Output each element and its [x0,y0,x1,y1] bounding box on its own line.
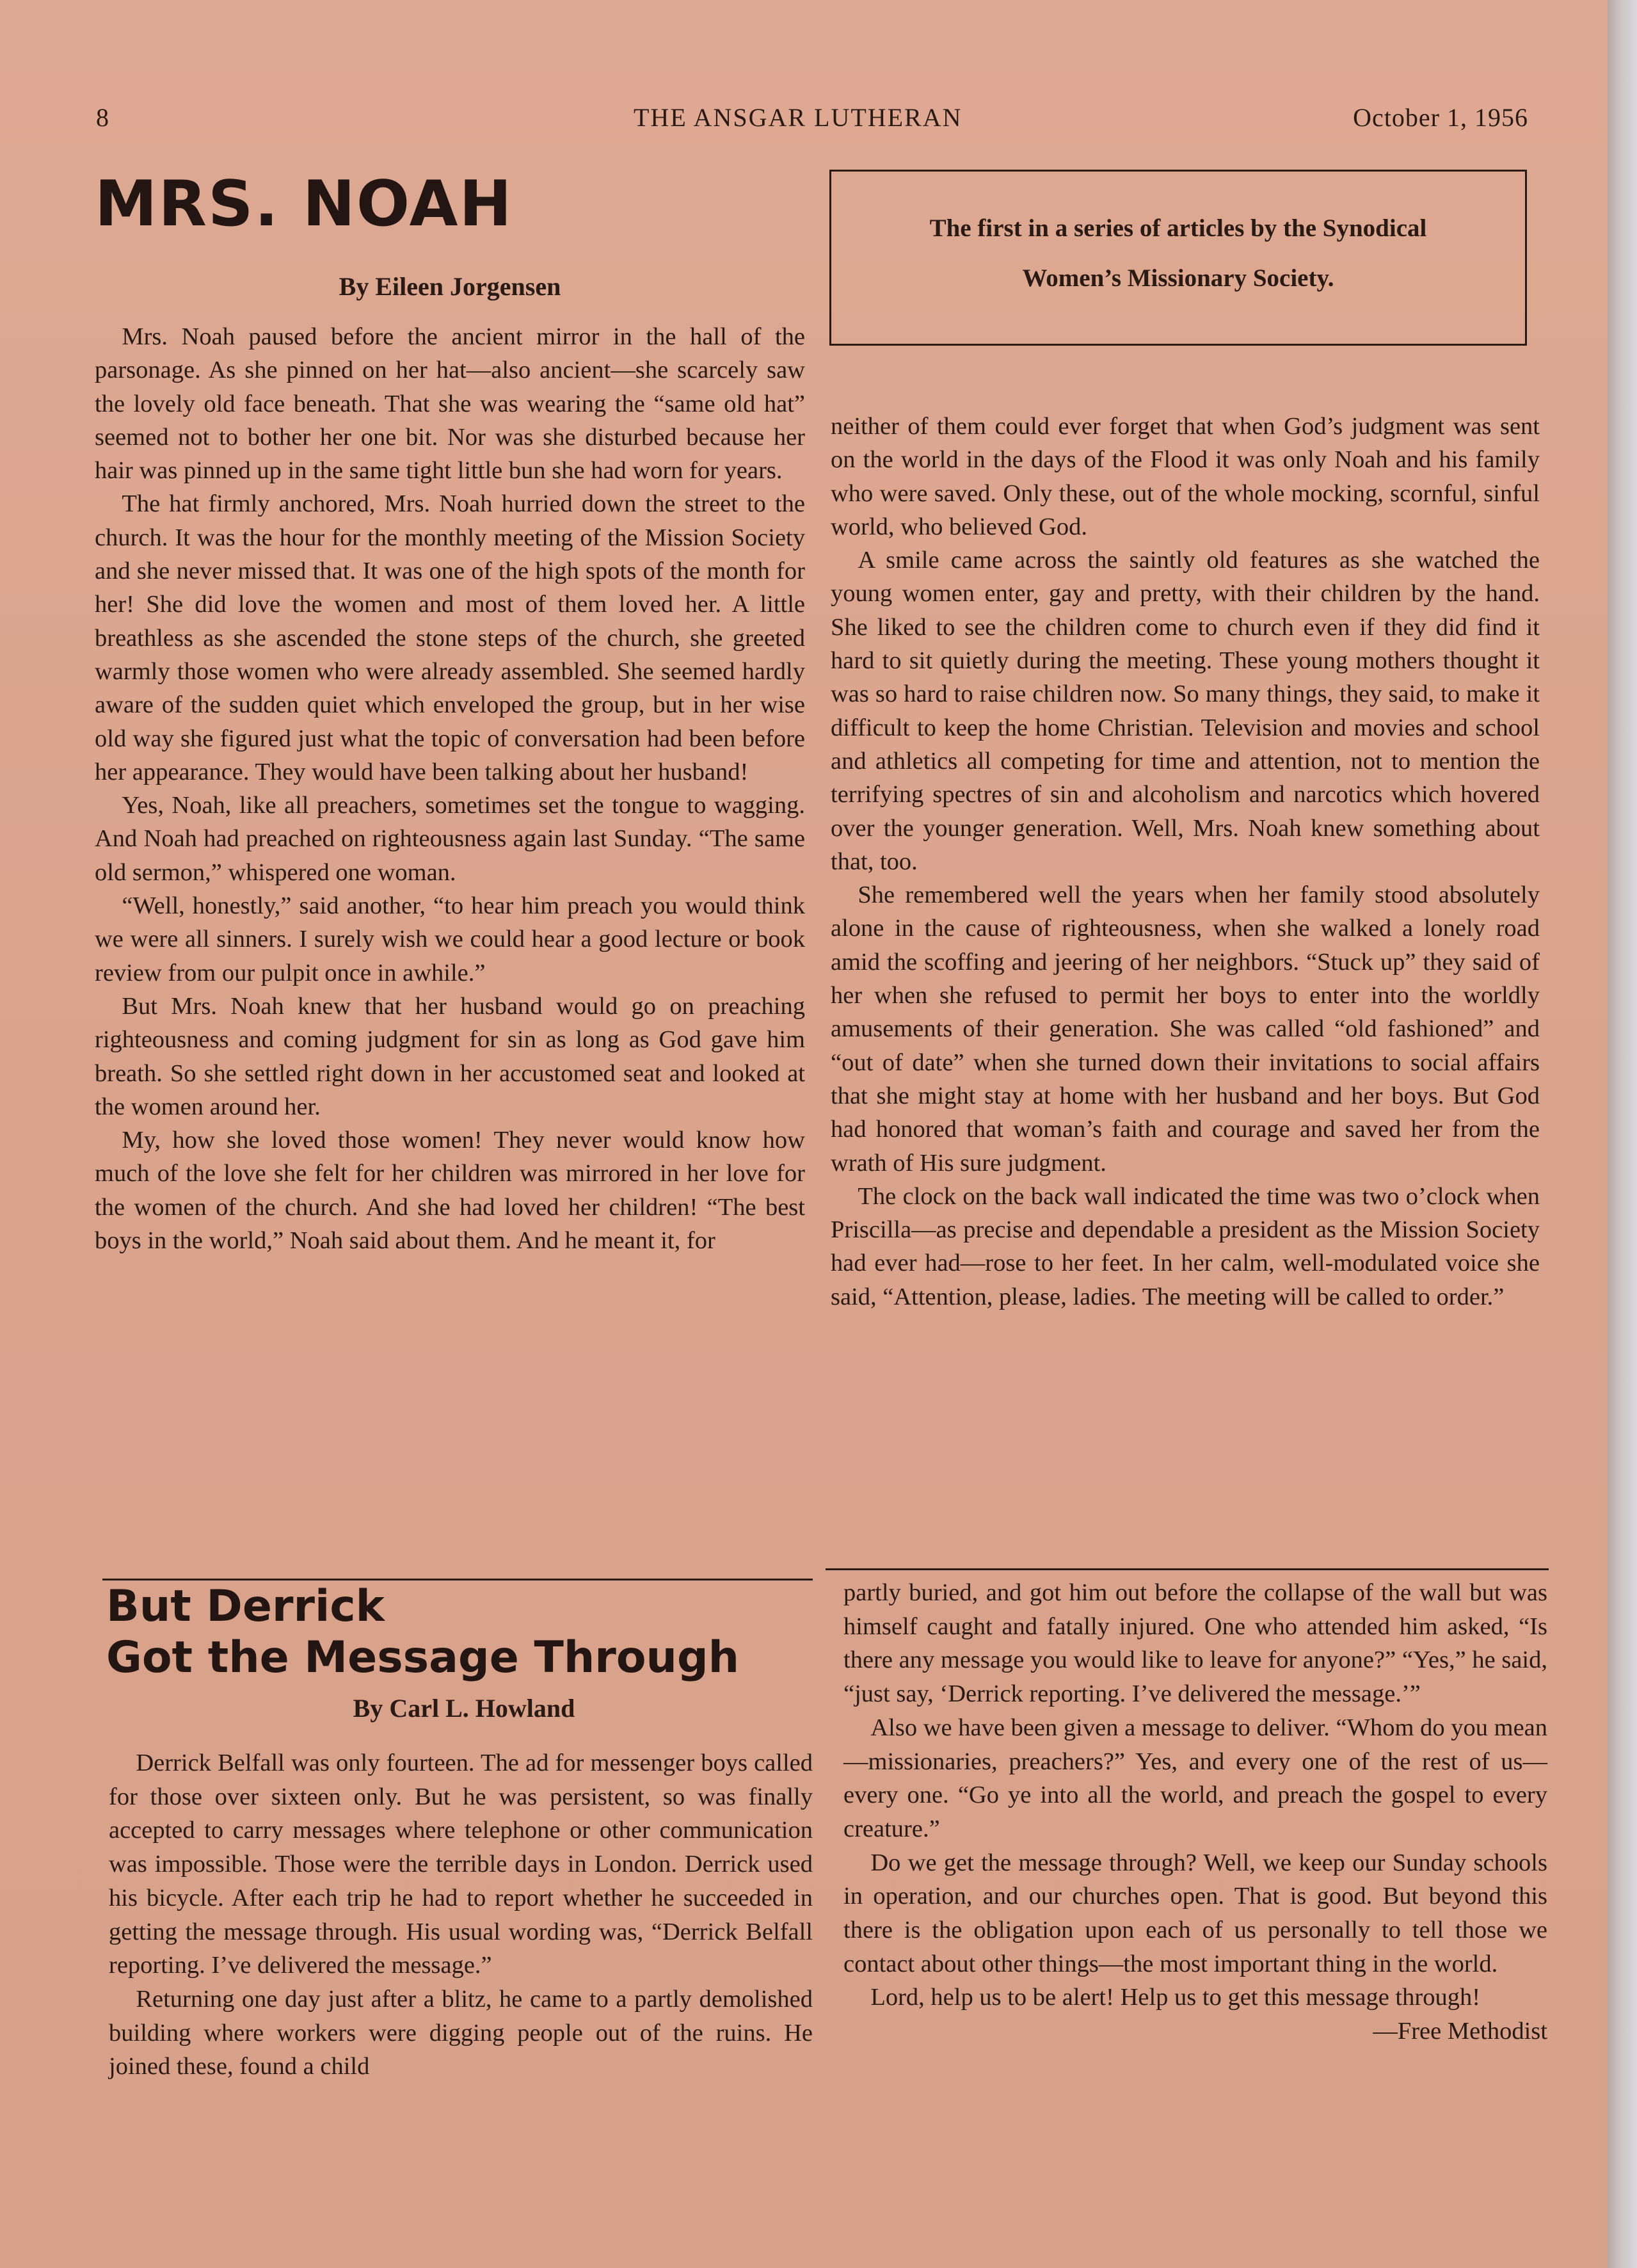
paragraph: Also we have been given a message to deliver. “Whom do you mean—missionaries, preachers?” Yes, and every one of the rest of us—every one. “Go ye into all the world, and preach the gospel to every creature.” [843,1714,1547,1842]
source-attribution: —Free Methodist [1373,2018,1547,2045]
paragraph: Returning one day just after a blitz, he came to a partly demolished building where workers were digging people out of the ruins. He joined these, found a child [109,1985,813,2080]
paragraph-continued: partly buried, and got him out before the collapse of the wall but was himself caught and fatally injured. One who attended him asked, “Is there any message you would like to leave for anyone?” “Yes,” he said, “just say, ‘Derrick reporting. I’ve delivered the message.’” [843,1579,1547,1708]
paragraph: Mrs. Noah paused before the ancient mirror in the hall of the parsonage. As she pinned on her hat—also ancient—she scarcely saw the lovely old face beneath. That she was wearing the “same old hat” seemed not to bother her one bit. Nor was she disturbed because her hair was pinned up in the same tight little bun she had worn for years. [95,323,805,485]
paragraph: A smile came across the saintly old features as she watched the young women enter, gay and pretty, with their children by the hand. She liked to see the children come to church even if they did find it hard to sit quietly during the meeting. These young mothers thought it was so hard to raise children now. So many things, they said, to make it difficult to keep the home Christian. Television and movies and school and athletics all competing for time and attention, not to mention the terrifying spectres of sin and alcoholism and narcotics which hovered over the younger generation. Well, Mrs. Noah knew something about that, too. [831,547,1540,875]
paragraph: The clock on the back wall indicated the time was two o’clock when Priscilla—as precise and dependable a president as the Mission Society had ever had—rose to her feet. In her calm, well-modulated voice she said, “Attention, please, ladies. The meeting will be called to order.” [831,1182,1540,1310]
paragraph-continued: neither of them could ever forget that when God’s judgment was sent on the world in the days of the Flood it was only Noah and his family who were saved. Only these, out of the whole mocking, scornful, sinful world, who believed God. [831,413,1540,540]
derrick-column-1 [109,1746,813,2084]
title-line-1: But Derrick [106,1581,385,1632]
scan-edge [1608,0,1637,2268]
paragraph: But Mrs. Noah knew that her husband would go on preaching righteousness and coming judgment for sin as long as God gave him breath. So she settled right down in her accustomed seat and looked at the women around her. [95,992,805,1120]
mrs-noah-column-2 [831,410,1540,1314]
closing-paragraph: Lord, help us to be alert! Help us to get this message through! [870,1984,1481,2011]
section-divider-left [102,1579,813,1580]
article-title-derrick [106,1581,739,1684]
mrs-noah-column-1 [95,320,805,1257]
publication-title: THE ANSGAR LUTHERAN [634,103,962,132]
paragraph: Derrick Belfall was only fourteen. The ad for messenger boys called for those over sixteen only. But he was persistent, so was finally accepted to carry messages where telephone or other communication was impossible. Those were the terrible days in London. Derrick used his bicycle. After each trip he had to report whether he succeeded in getting the message through. His usual wording was, “Derrick Belfall reporting. I’ve delivered the message.” [109,1749,813,1979]
notice-line-2: Women’s Missionary Society. [1022,264,1334,292]
notice-line-1: The first in a series of articles by the Synodical [929,214,1427,242]
paragraph: The hat firmly anchored, Mrs. Noah hurried down the street to the church. It was the hour for the monthly meeting of the Mission Society and she never missed that. It was one of the high spots of the month for her! She did love the women and most of them loved her. A little breathless as she ascended the stone steps of the church, she greeted warmly those women who were already assembled. She seemed hardly aware of the sudden quiet which enveloped the group, but in her wise old way she figured just what the topic of conversation had been before her appearance. They would have been talking about her husband! [95,490,805,785]
paragraph: She remembered well the years when her family stood absolutely alone in the cause of righteousness, when she walked a lonely road amid the scoffing and jeering of her neighbors. “Stuck up” they said of her when she refused to permit her boys to enter into the worldly amusements of their generation. She was called “old fashioned” and “out of date” when she turned down their invitations to social affairs that she might stay at home with her husband and her boys. But God had honored that woman’s faith and courage and saved her from the wrath of His sure judgment. [831,881,1540,1177]
article-title-mrs-noah: MRS. NOAH [95,168,513,241]
issue-date: October 1, 1956 [1353,103,1528,132]
byline-derrick: By Carl L. Howland [353,1694,575,1723]
paragraph: Do we get the message through? Well, we keep our Sunday schools in operation, and our churches open. That is good. But beyond this there is the obligation upon each of us personally to tell those we contact about other things—the most important thing in the world. [843,1849,1547,1977]
paragraph: “Well, honestly,” said another, “to hear him preach you would think we were all sinners. I surely wish we could hear a good lecture or book review from our pulpit once in awhile.” [95,892,805,986]
derrick-column-2 [843,1576,1547,2048]
byline-mrs-noah: By Eileen Jorgensen [339,272,561,301]
section-divider-right [826,1568,1549,1570]
title-line-2: Got the Message Through [106,1632,740,1683]
page-number: 8 [96,103,109,132]
paragraph: Yes, Noah, like all preachers, sometimes set the tongue to wagging. And Noah had preached on righteousness again last Sunday. “The same old sermon,” whispered one woman. [95,792,805,886]
notice-box [829,170,1527,346]
paragraph: My, how she loved those women! They never would know how much of the love she felt for her children was mirrored in her love for the women of the church. And she had loved her children! “The best boys in the world,” Noah said about them. And he meant it, for [95,1127,805,1255]
